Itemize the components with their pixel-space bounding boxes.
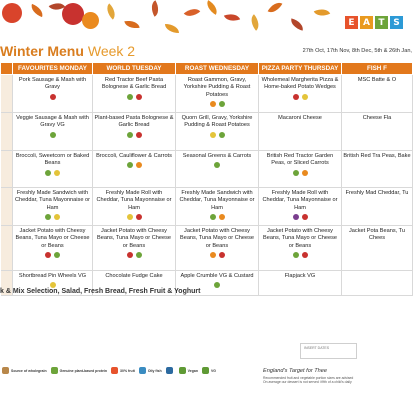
key-swatch-icon [166,367,173,374]
vegetable-icons [94,162,174,168]
menu-cell [176,151,259,188]
menu-cell [342,271,413,296]
dish-text: Plant-based Pasta Bolognese & Garlic Bread [94,115,174,129]
small-print-line: On average our dessert is not served i fifth of a child's daily [263,380,352,385]
vegetable-icon [45,252,51,258]
vegetable-icon [54,214,60,220]
key-label: Genuine plant-based protein [59,368,108,373]
dish-text: Chocolate Fudge Cake [105,273,163,279]
vegetable-icon [302,214,308,220]
menu-cell [13,151,93,188]
menu-cell [176,226,259,271]
key-item [2,367,47,374]
key-swatch-icon [51,367,58,374]
week-label: Week 2 [87,43,136,59]
column-header [1,63,13,75]
vegetable-icon [219,252,225,258]
vegetable-icon [50,94,56,100]
key-item [202,367,216,374]
menu-cell [93,75,176,113]
daily-extras-line: k & Mix Selection, Salad, Fresh Bread, Fresh Fruit & Yoghurt [0,288,201,295]
dish-text: Quorn Grill, Gravy, Yorkshire Pudding & Roast Potatoes [181,115,253,129]
dish-text: Seasonal Greens & Carrots [182,153,252,159]
vegetable-icon [293,214,299,220]
dish-text: Broccoli, Sweetcorn or Baked Beans [15,153,90,167]
key-label: 30% fruit [120,368,135,373]
vegetable-icon [219,214,225,220]
leaf-icon [314,5,330,19]
leaf-icon [204,0,221,15]
menu-cell [13,75,93,113]
menu-row [1,75,413,113]
menu-cell [259,226,342,271]
menu-row [1,226,413,271]
menu-cell [342,151,413,188]
row-label-cell [1,188,13,226]
menu-cell [176,188,259,226]
vegetable-icon [214,282,220,288]
vegetable-icons [94,132,174,138]
dish-text: Red Tractor Beef Pasta Bolognese & Garlic Bread [101,77,167,91]
orange-character-icon [82,12,99,29]
vegetable-icon [45,170,51,176]
vegetable-icon [214,162,220,168]
menu-cell [13,188,93,226]
vegetable-icon [136,132,142,138]
dish-text: Veggie Sausage & Mash with Gravy VG [16,115,89,129]
column-header-monday: FAVOURITES MONDAY [13,63,93,75]
logo-letter: T [375,16,388,29]
dish-text: Jacket Potato with Cheesy Beans, Tuna Mayo or Cheese or Beans [15,228,90,249]
menu-cell [259,188,342,226]
menu-table [0,62,413,296]
small-print [263,368,398,385]
vegetable-icon [50,132,56,138]
vegetable-icon [210,101,216,107]
vegetable-icons [260,94,340,100]
key-label: Vegan [187,368,198,373]
leaf-icon [103,3,119,19]
vegetable-icons [94,214,174,220]
vegetable-icon [219,101,225,107]
vegetable-icons [260,252,340,258]
menu-cell [13,226,93,271]
leaf-icon [165,24,179,33]
menu-cell [342,188,413,226]
vegetable-icons [94,252,174,258]
row-label-cell [1,75,13,113]
dish-text: Jacket Potato with Cheesy Beans, Tuna Mayo or Cheese or Beans [179,228,254,249]
vegetable-icons [14,170,91,176]
vegetable-icons [14,132,91,138]
menu-cell [342,113,413,151]
vegetable-icons [177,252,257,258]
logo-letter: S [390,16,403,29]
dish-text: Shortbread Pin Wheels VG [18,273,87,279]
dish-text: Broccoli, Cauliflower & Carrots [96,153,172,159]
vegetable-icon [210,252,216,258]
vegetable-icon [293,94,299,100]
row-label-cell [1,113,13,151]
key-label: VG [210,368,217,373]
page-title [0,43,135,59]
vegetable-icon [219,132,225,138]
vegetable-icon [127,214,133,220]
small-print-line: Recommended fruit and vegetable portion sizes are advised [263,375,354,380]
menu-cell [176,75,259,113]
vegetable-icon [54,252,60,258]
menu-cell [176,113,259,151]
vegetable-icons [260,170,340,176]
menu-cell [93,188,176,226]
vegetable-icon [302,94,308,100]
vegetable-icons [260,214,340,220]
menu-cell [259,271,342,296]
key-item [51,367,107,374]
vegetable-icon [293,252,299,258]
key-swatch-icon [179,367,186,374]
dish-text: Freshly Made Sandwich with Cheddar, Tuna Mayonnaise or Ham [179,190,255,211]
vegetable-icons [14,94,91,100]
leaf-icon [289,18,305,30]
vegetable-icon [302,252,308,258]
column-header-friday: FISH F [342,63,413,75]
vegetable-icons [177,101,257,107]
insert-dates-label: INSERT DATES [304,346,330,350]
dish-text: Roast Gammon, Gravy, Yorkshire Pudding & Roast Potatoes [183,77,251,98]
vegetable-icon [210,132,216,138]
menu-cell [259,151,342,188]
vegetable-icon [302,170,308,176]
column-header-tuesday: WORLD TUESDAY [93,63,176,75]
menu-cell [259,113,342,151]
dish-text: Pork Sausage & Mash with Gravy [18,77,87,91]
vegetable-icons [94,94,174,100]
dish-text: Flapjack VG [284,273,316,279]
dish-text: Freshly Made Sandwich with Cheddar, Tuna Mayonnaise or Ham [15,190,90,211]
dish-text: MSC Batte & O [357,77,397,83]
target-heading: England's Target for Thee [263,368,327,374]
vegetable-icon [136,162,142,168]
dish-text: Freshly Mad Cheddar, Tu [345,190,409,196]
dish-text: Jacket Potato with Cheesy Beans, Tuna Mayo or Cheese or Beans [262,228,337,249]
vegetable-icons [14,214,91,220]
menu-cell [93,113,176,151]
tomato-character-icon [2,3,22,23]
menu-row [1,113,413,151]
menu-row [1,188,413,226]
eat-logo [345,16,403,29]
leaf-icon [247,14,263,31]
logo-letter: E [345,16,358,29]
menu-cell [93,226,176,271]
column-header-wednesday: ROAST WEDNESDAY [176,63,259,75]
dish-text: Wholemeal Margherita Pizza & Home-baked Potato Wedges [261,77,339,91]
apple-character-icon [62,3,84,25]
vegetable-icons [177,214,257,220]
key-label: Oily fish [147,368,162,373]
vegetable-icons [177,132,257,138]
key-swatch-icon [139,367,146,374]
menu-cell [342,75,413,113]
dish-text: Jacket Potato with Cheesy Beans, Tuna Mayo or Cheese or Beans [96,228,171,249]
logo-letter: A [360,16,373,29]
menu-cell [342,226,413,271]
dietary-key [2,367,216,374]
dish-text: Jacket Pota Beans, Tu Chees [349,228,405,242]
vegetable-icon [293,170,299,176]
vegetable-icon [45,214,51,220]
leaf-icon [184,5,201,21]
vegetable-icons [177,162,257,168]
vegetable-icon [136,94,142,100]
dish-text: British Red Tractor Garden Peas, or Sliced Carrots [266,153,334,167]
vegetable-icon [127,162,133,168]
key-label: Source of wholegrain [11,368,47,373]
dish-text: British Red Tra Peas, Bake [343,153,411,159]
dish-text: Freshly Made Roll with Cheddar, Tuna Mayonnaise or Ham [96,190,172,211]
vegetable-icon [127,94,133,100]
vegetable-icon [136,214,142,220]
menu-cell [13,113,93,151]
vegetable-icon [136,252,142,258]
autumn-decoration-strip [0,0,400,40]
dish-text: Apple Crumble VG & Custard [180,273,254,279]
vegetable-icon [54,170,60,176]
vegetable-icon [210,214,216,220]
dish-text: Freshly Made Roll with Cheddar, Tuna Mayonnaise or Ham [262,190,338,211]
menu-dates: 27th Oct, 17th Nov, 8th Dec, 5th & 26th Jan, [302,48,412,54]
key-item [139,367,162,374]
insert-dates-box [300,343,357,359]
key-swatch-icon [2,367,9,374]
leaf-icon [29,4,45,17]
menu-header-row [1,63,413,75]
leaf-icon [224,11,240,24]
vegetable-icon [127,252,133,258]
menu-cell [93,151,176,188]
menu-title: Winter Menu [0,43,84,59]
vegetable-icons [14,252,91,258]
key-item [111,367,135,374]
key-item [166,367,175,374]
key-swatch-icon [111,367,118,374]
key-item [179,367,198,374]
key-swatch-icon [202,367,209,374]
dish-text: Cheese Fla [362,115,392,121]
column-header-thursday: PIZZA PARTY THURSDAY [259,63,342,75]
leaf-icon [268,0,283,16]
leaf-icon [124,19,139,30]
menu-row [1,151,413,188]
menu-cell [259,75,342,113]
row-label-cell [1,151,13,188]
row-label-cell [1,226,13,271]
vegetable-icon [127,132,133,138]
dish-text: Macaroni Cheese [278,115,322,121]
leaf-icon [148,0,163,17]
